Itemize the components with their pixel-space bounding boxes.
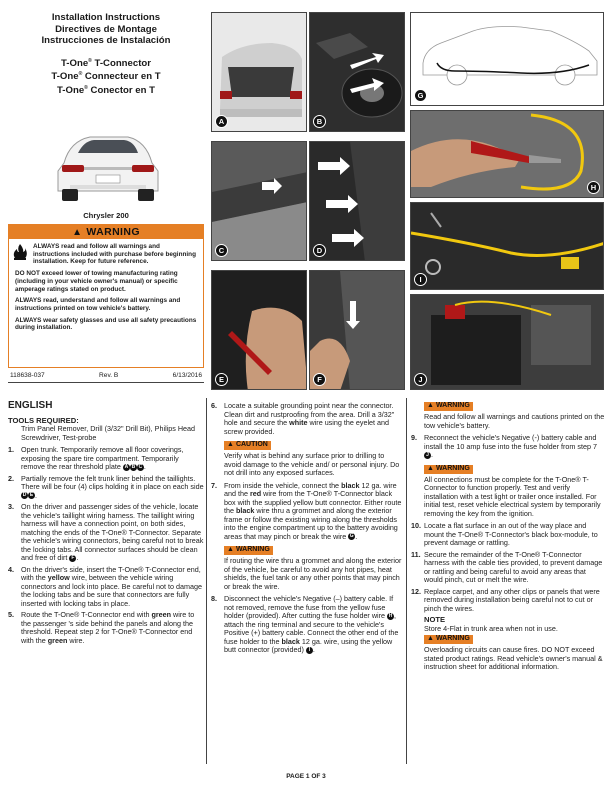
page-number: PAGE 1 OF 3 xyxy=(286,773,326,780)
photo-e-clip-removal xyxy=(211,270,307,390)
step-1: 1. Open trunk. Temporarily remove all floor coverings, exposing the spare tire compartment. Temporarily remove the rear threshold plate A B C . xyxy=(8,445,184,471)
caution-banner: ▲ CAUTION xyxy=(224,441,271,450)
step-3: 3. On the driver and passenger sides of the vehicle, locate the vehicle's taillight wiring harness. The taillight wiring harness will have a connection point, on both sides, matching the ends of the T-One® T-Connector. Separate the vehicle's wiring connectors, being careful not to break the locking tabs. All connector surfaces should be clean and free of dirt F . xyxy=(8,502,204,562)
section-heading-english: ENGLISH xyxy=(8,400,53,411)
column-divider xyxy=(406,398,407,764)
photo-c-threshold xyxy=(211,141,307,261)
step-7: 7. From inside the vehicle, connect the black 12 ga. wire and the red wire from the T-One® T-Connector black box with the supplied yellow butt connector. Either route the black wire thru a grommet and along the exterior frame or follow the existing wiring along the thresholds into the engine compartment up to the battery avoiding areas that may pinch or break the wire G . xyxy=(211,480,402,541)
column-divider xyxy=(206,398,207,764)
step-9: 9. Reconnect the vehicle's Negative (-) battery cable and install the 10 amp fuse into the fuse holder from step 7 J . xyxy=(411,433,597,459)
column-english-1 xyxy=(8,402,204,648)
photo-label-e: E xyxy=(215,373,228,386)
warning-text: All connections must be complete for the T-One® T-Connector to function properly. Test and verify installation with a test light or trailer once installed. For initial test, reset vehicle electrical system by temporarily removing the key from the ignition. xyxy=(424,474,601,518)
warning-banner-small: ▲ WARNING xyxy=(424,402,473,411)
ref-c: C xyxy=(138,463,143,470)
photo-a-open-trunk xyxy=(211,12,307,132)
photo-label-j: J xyxy=(414,373,427,386)
step-8: 8. Disconnect the vehicle's Negative (–) battery cable. If not removed, remove the fuse from the yellow fuse holder (provided). After cutting the fuse holder wire H , attach the ring terminal and secure to the vehicle's Positive (+) battery cable. Connect the other end of the fuse holder to the black 12 ga. wire, using the yellow butt connector (provided) I . xyxy=(211,594,399,654)
warning-text: Read and follow all warnings and cautions printed on the tow vehicle's battery. xyxy=(424,412,605,430)
note-block xyxy=(411,616,605,633)
warning-box xyxy=(8,224,204,368)
ref-e: E xyxy=(29,492,34,499)
warning-paragraph: DO NOT exceed lower of towing manufacturing rating (including in your vehicle owner's manual) or specific amperage ratings stated on product. xyxy=(15,270,178,293)
warning-banner-small: ▲ WARNING xyxy=(424,465,473,474)
photo-d-trunk-liner xyxy=(309,141,405,261)
photo-label-a: A xyxy=(215,115,228,128)
photo-label-h: H xyxy=(587,181,600,194)
revision: Rev. B xyxy=(99,372,119,379)
ref-g: G xyxy=(349,533,354,540)
step-11: 11. Secure the remainder of the T-One® T-Connector harness with the cable ties provided, to prevent damage or rattling and being careful to avoid any areas that would pinch, cut or melt the wire. xyxy=(411,549,603,584)
vehicle-caption: Chrysler 200 xyxy=(83,211,129,220)
warning-triangle-icon: ▲ xyxy=(227,441,234,449)
tools-list: Trim Panel Remover, Drill (3/32" Drill Bit), Philips Head Screwdriver, Test-probe xyxy=(21,424,196,442)
photo-j-battery xyxy=(410,294,604,390)
photo-label-f: F xyxy=(313,373,326,386)
document-meta-row xyxy=(8,372,204,383)
warning-paragraph: ALWAYS read and follow all warnings and instructions included with purchase before beginning installation. Keep for future reference. xyxy=(33,243,196,266)
tools-heading: TOOLS REQUIRED: xyxy=(8,415,79,425)
photo-label-i: I xyxy=(414,273,427,286)
warning-banner-small: ▲ WARNING xyxy=(224,546,273,555)
warning-triangle-icon: ▲ xyxy=(72,226,83,238)
warning-title: WARNING xyxy=(86,226,140,238)
caution-block xyxy=(211,439,403,478)
warning-triangle-icon: ▲ xyxy=(427,402,434,410)
note-heading: NOTE xyxy=(424,615,446,624)
photo-f-taillight-connector xyxy=(309,270,405,390)
warning-triangle-icon: ▲ xyxy=(227,546,234,554)
warning-triangle-icon: ▲ xyxy=(427,635,434,643)
warning-text: If routing the wire thru a grommet and along the exterior of the vehicle, be careful to avoid any hot pipes, heat shields, the fuel tank or any other points that may pinch or break the wire. xyxy=(224,556,402,591)
caution-text: Verify what is behind any surface prior to drilling to avoid damage to the vehicle and/ or personal injury. Do not drill into any exposed surfaces. xyxy=(224,451,400,477)
column-english-2 xyxy=(211,402,403,658)
warning-block-1 xyxy=(211,544,403,591)
photo-label-g: G xyxy=(414,89,427,102)
warning-body xyxy=(9,239,203,332)
ref-h: H xyxy=(388,612,393,619)
header-title-block xyxy=(8,12,204,97)
warning-paragraph: ALWAYS wear safety glasses and use all safety precautions during installation. xyxy=(15,316,197,332)
step-6: 6. Locate a suitable grounding point near the connector. Clean dirt and rustproofing from the area. Drill a 3/32" hole and secure the white wire using the eyelet and screw provided. xyxy=(211,401,395,436)
photo-label-b: B xyxy=(313,115,326,128)
title-spanish: Instrucciones de Instalación xyxy=(41,35,171,46)
warning-banner xyxy=(9,225,203,239)
warning-text: Overloading circuits can cause fires. DO NOT exceed stated product ratings. Read vehicle's owner's manual & instruction sheet for additional information. xyxy=(424,645,603,671)
part-number: 118638-037 xyxy=(10,372,45,379)
photo-i-butt-connector xyxy=(410,202,604,290)
title-french: Directives de Montage xyxy=(55,23,157,35)
product-name-french: T-One® Connecteur en T xyxy=(51,71,161,83)
product-name-spanish: T-One® Conector en T xyxy=(56,84,156,97)
photo-g-wire-route-diagram xyxy=(410,12,604,106)
step-5: 5. Route the T-One® T-Connector end with green wire to the passenger 's side behind the panels and along the threshold. Repeat step 2 for T-One® T-Connector end with the green wire. xyxy=(8,610,195,645)
photo-label-d: D xyxy=(313,244,326,257)
step-2: 2. Partially remove the felt trunk liner behind the taillights. There will be four (4) clips holding it in place on each side D E . xyxy=(8,473,204,500)
warning-paragraph: ALWAYS read, understand and follow all warnings and instructions printed on tow vehicle's battery. xyxy=(15,297,181,312)
warning-block-2 xyxy=(411,400,605,430)
fire-hazard-icon xyxy=(12,243,28,261)
ref-b: B xyxy=(131,463,136,470)
ref-d: D xyxy=(22,492,27,499)
note-text: Store 4-Flat in trunk area when not in use. xyxy=(424,623,558,633)
step-4: 4. On the driver's side, insert the T-One® T-Connector end, with the yellow wire, between the vehicle wiring connectors and lock into place. Be careful not to damage the locking tabs and be sure that connectors are fully inserted with locking tabs in place. xyxy=(8,564,202,608)
warning-banner-small: ▲ WARNING xyxy=(424,635,473,644)
ref-j: J xyxy=(424,452,431,459)
title-english: Installation Instructions xyxy=(51,12,161,23)
warning-block-3 xyxy=(411,463,605,519)
photo-h-cut-fuse-wire xyxy=(410,110,604,198)
ref-i: I xyxy=(306,647,313,654)
column-english-3 xyxy=(411,400,605,672)
photo-label-c: C xyxy=(215,244,228,257)
ref-a: A xyxy=(124,463,129,470)
document-date: 6/13/2016 xyxy=(172,372,202,379)
step-12: 12. Replace carpet, and any other clips or panels that were removed during installation being careful not to cut or pinch the wires. xyxy=(411,586,600,613)
warning-triangle-icon: ▲ xyxy=(427,464,434,472)
vehicle-rear-photo xyxy=(50,125,166,207)
product-name-english: T-One® T-Connector xyxy=(60,57,152,69)
photo-b-spare-tire xyxy=(309,12,405,132)
step-10: 10. Locate a flat surface in an out of the way place and mount the T-One® T-Connector's black box-module, to prevent damage or rattling. xyxy=(411,521,598,547)
warning-block-4 xyxy=(411,633,605,672)
ref-f: F xyxy=(71,554,75,561)
